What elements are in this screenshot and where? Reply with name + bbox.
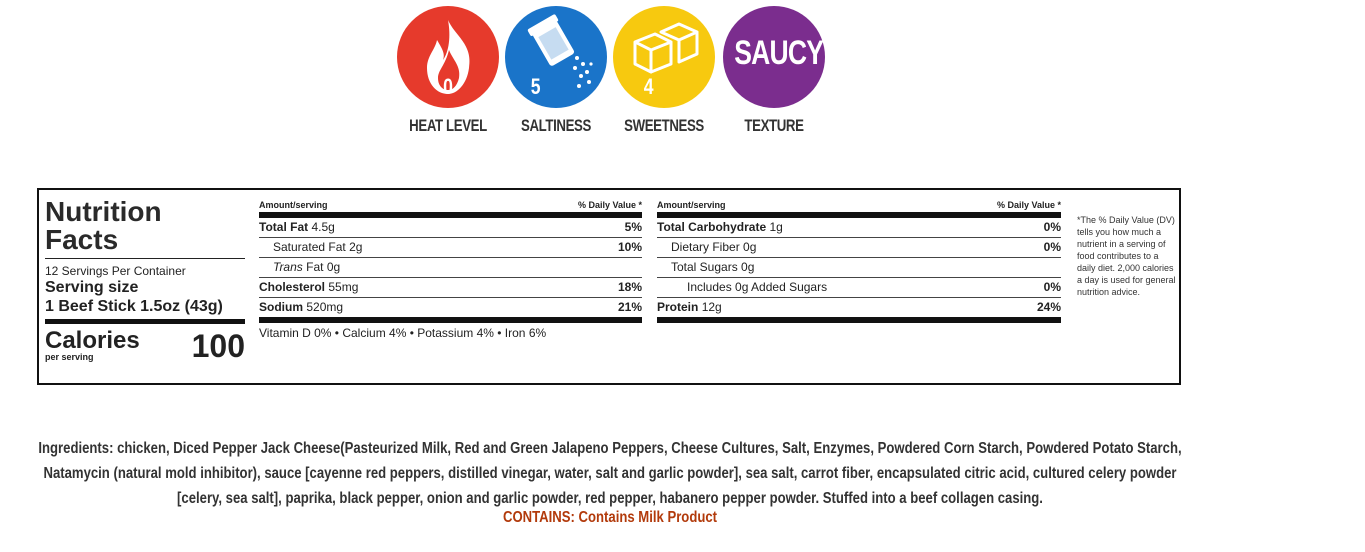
nutrient-name: Sodium	[259, 300, 303, 314]
allergen-statement: CONTAINS: Contains Milk Product	[502, 509, 718, 526]
table-header	[259, 200, 642, 218]
table-row	[657, 258, 1061, 278]
texture-badge-icon	[723, 6, 825, 108]
texture-value: SAUCY	[734, 34, 824, 72]
vitamins-line: Vitamin D 0% • Calcium 4% • Potassium 4% • Iron 6%	[259, 326, 547, 340]
saltiness-value: 5	[530, 74, 541, 99]
calories-value: 100	[191, 328, 245, 364]
servings-per-container: 12 Servings Per Container	[45, 264, 186, 278]
nutrient-pct: 0%	[1043, 240, 1061, 254]
nutrient-name: Protein	[657, 300, 699, 314]
nutrient-amount: 520mg	[306, 300, 344, 314]
nutrient-pct: 5%	[624, 220, 642, 234]
nutrient-amount: 1g	[769, 220, 783, 234]
nutrient-pct: 24%	[1036, 300, 1061, 314]
table-row	[259, 218, 642, 238]
flavor-badges	[395, 6, 835, 136]
ingredients-text	[38, 436, 1182, 511]
nutrient-name: Total Sugars	[671, 260, 738, 274]
heat-level-label: HEAT LEVEL	[409, 116, 487, 135]
nutrient-amount: 2g	[349, 240, 363, 254]
table-row	[259, 298, 642, 323]
table-row	[259, 238, 642, 258]
serving-size-value: 1 Beef Stick 1.5oz (43g)	[45, 298, 223, 315]
table-row	[657, 298, 1061, 323]
sweetness-value: 4	[643, 74, 654, 99]
nutrient-pct: 21%	[617, 300, 642, 314]
nutrient-amount: 0g	[741, 260, 755, 274]
table-row	[657, 238, 1061, 258]
nutrient-amount: Fat 0g	[306, 260, 341, 274]
ingredients-body: Ingredients: chicken, Diced Pepper Jack Cheese(Pasteurized Milk, Red and Green Jalapeno Peppers, Cheese Cultures, Salt, Enzymes, Powdered Corn Starch, Powdered Potato Starch, Natamycin (natural mold inhibitor), sauce [cayenne red peppers, distilled vinegar, water, salt and garlic powder], sea salt, carrot fiber, encapsulated citric acid, cultured celery powder [celery, sea salt], paprika, black pepper, onion and garlic powder, red pepper, habanero pepper powder. Stuffed into a beef collagen casing.	[38, 440, 1182, 507]
divider	[45, 258, 245, 259]
nutrient-pct: 0%	[1043, 220, 1061, 234]
nutrition-facts-panel	[37, 188, 1181, 385]
heat-level-badge	[395, 6, 501, 136]
daily-value-header: % Daily Value *	[577, 200, 642, 210]
nutrition-title-line2: Facts	[45, 224, 119, 255]
table-row	[259, 278, 642, 298]
saltiness-badge	[503, 6, 609, 136]
nutrient-amount: 55mg	[328, 280, 359, 294]
flame-icon	[397, 6, 499, 108]
nutrient-table-left	[259, 200, 642, 323]
daily-value-header: % Daily Value *	[996, 200, 1061, 210]
salt-shaker-icon	[505, 6, 607, 108]
table-row	[657, 278, 1061, 298]
calories-label: Calories	[45, 327, 140, 354]
nutrient-pct: 0%	[1043, 280, 1061, 294]
nutrient-table-right	[657, 200, 1061, 323]
nutrient-name: Trans	[273, 260, 303, 274]
nutrient-amount: 12g	[701, 300, 722, 314]
calories-subtitle: per serving	[45, 352, 94, 362]
nutrition-title-line1: Nutrition	[45, 196, 162, 227]
amount-header: Amount/serving	[259, 200, 328, 210]
amount-header: Amount/serving	[657, 200, 726, 210]
heat-level-value: 0	[443, 74, 453, 99]
calories-row	[45, 324, 245, 364]
saltiness-label: SALTINESS	[521, 116, 591, 135]
texture-label: TEXTURE	[744, 116, 804, 135]
nutrient-pct: 18%	[617, 280, 642, 294]
nutrient-amount: 4.5g	[311, 220, 335, 234]
nutrient-name: Cholesterol	[259, 280, 326, 294]
serving-size-label: Serving size	[45, 279, 139, 296]
nutrient-name: Dietary Fiber	[671, 240, 740, 254]
table-header	[657, 200, 1061, 218]
daily-value-footnote: *The % Daily Value (DV) tells you how much a nutrient in a serving of food contributes to a daily diet. 2,000 calories a day is used for general nutrition advice.	[1077, 215, 1176, 297]
nutrition-title	[45, 198, 245, 254]
nutrient-name: Saturated Fat	[273, 240, 346, 254]
nutrition-summary	[45, 190, 245, 364]
nutrient-amount: 0g	[743, 240, 757, 254]
nutrient-pct: 10%	[617, 240, 642, 254]
nutrient-name: Total Fat	[259, 220, 309, 234]
texture-badge	[721, 6, 827, 136]
nutrient-name: Includes 0g Added Sugars	[687, 280, 828, 294]
table-row	[657, 218, 1061, 238]
sweetness-badge	[611, 6, 717, 136]
sugar-cube-icon	[613, 6, 715, 108]
table-row	[259, 258, 642, 278]
sweetness-label: SWEETNESS	[624, 116, 704, 135]
nutrient-name: Total Carbohydrate	[657, 220, 767, 234]
